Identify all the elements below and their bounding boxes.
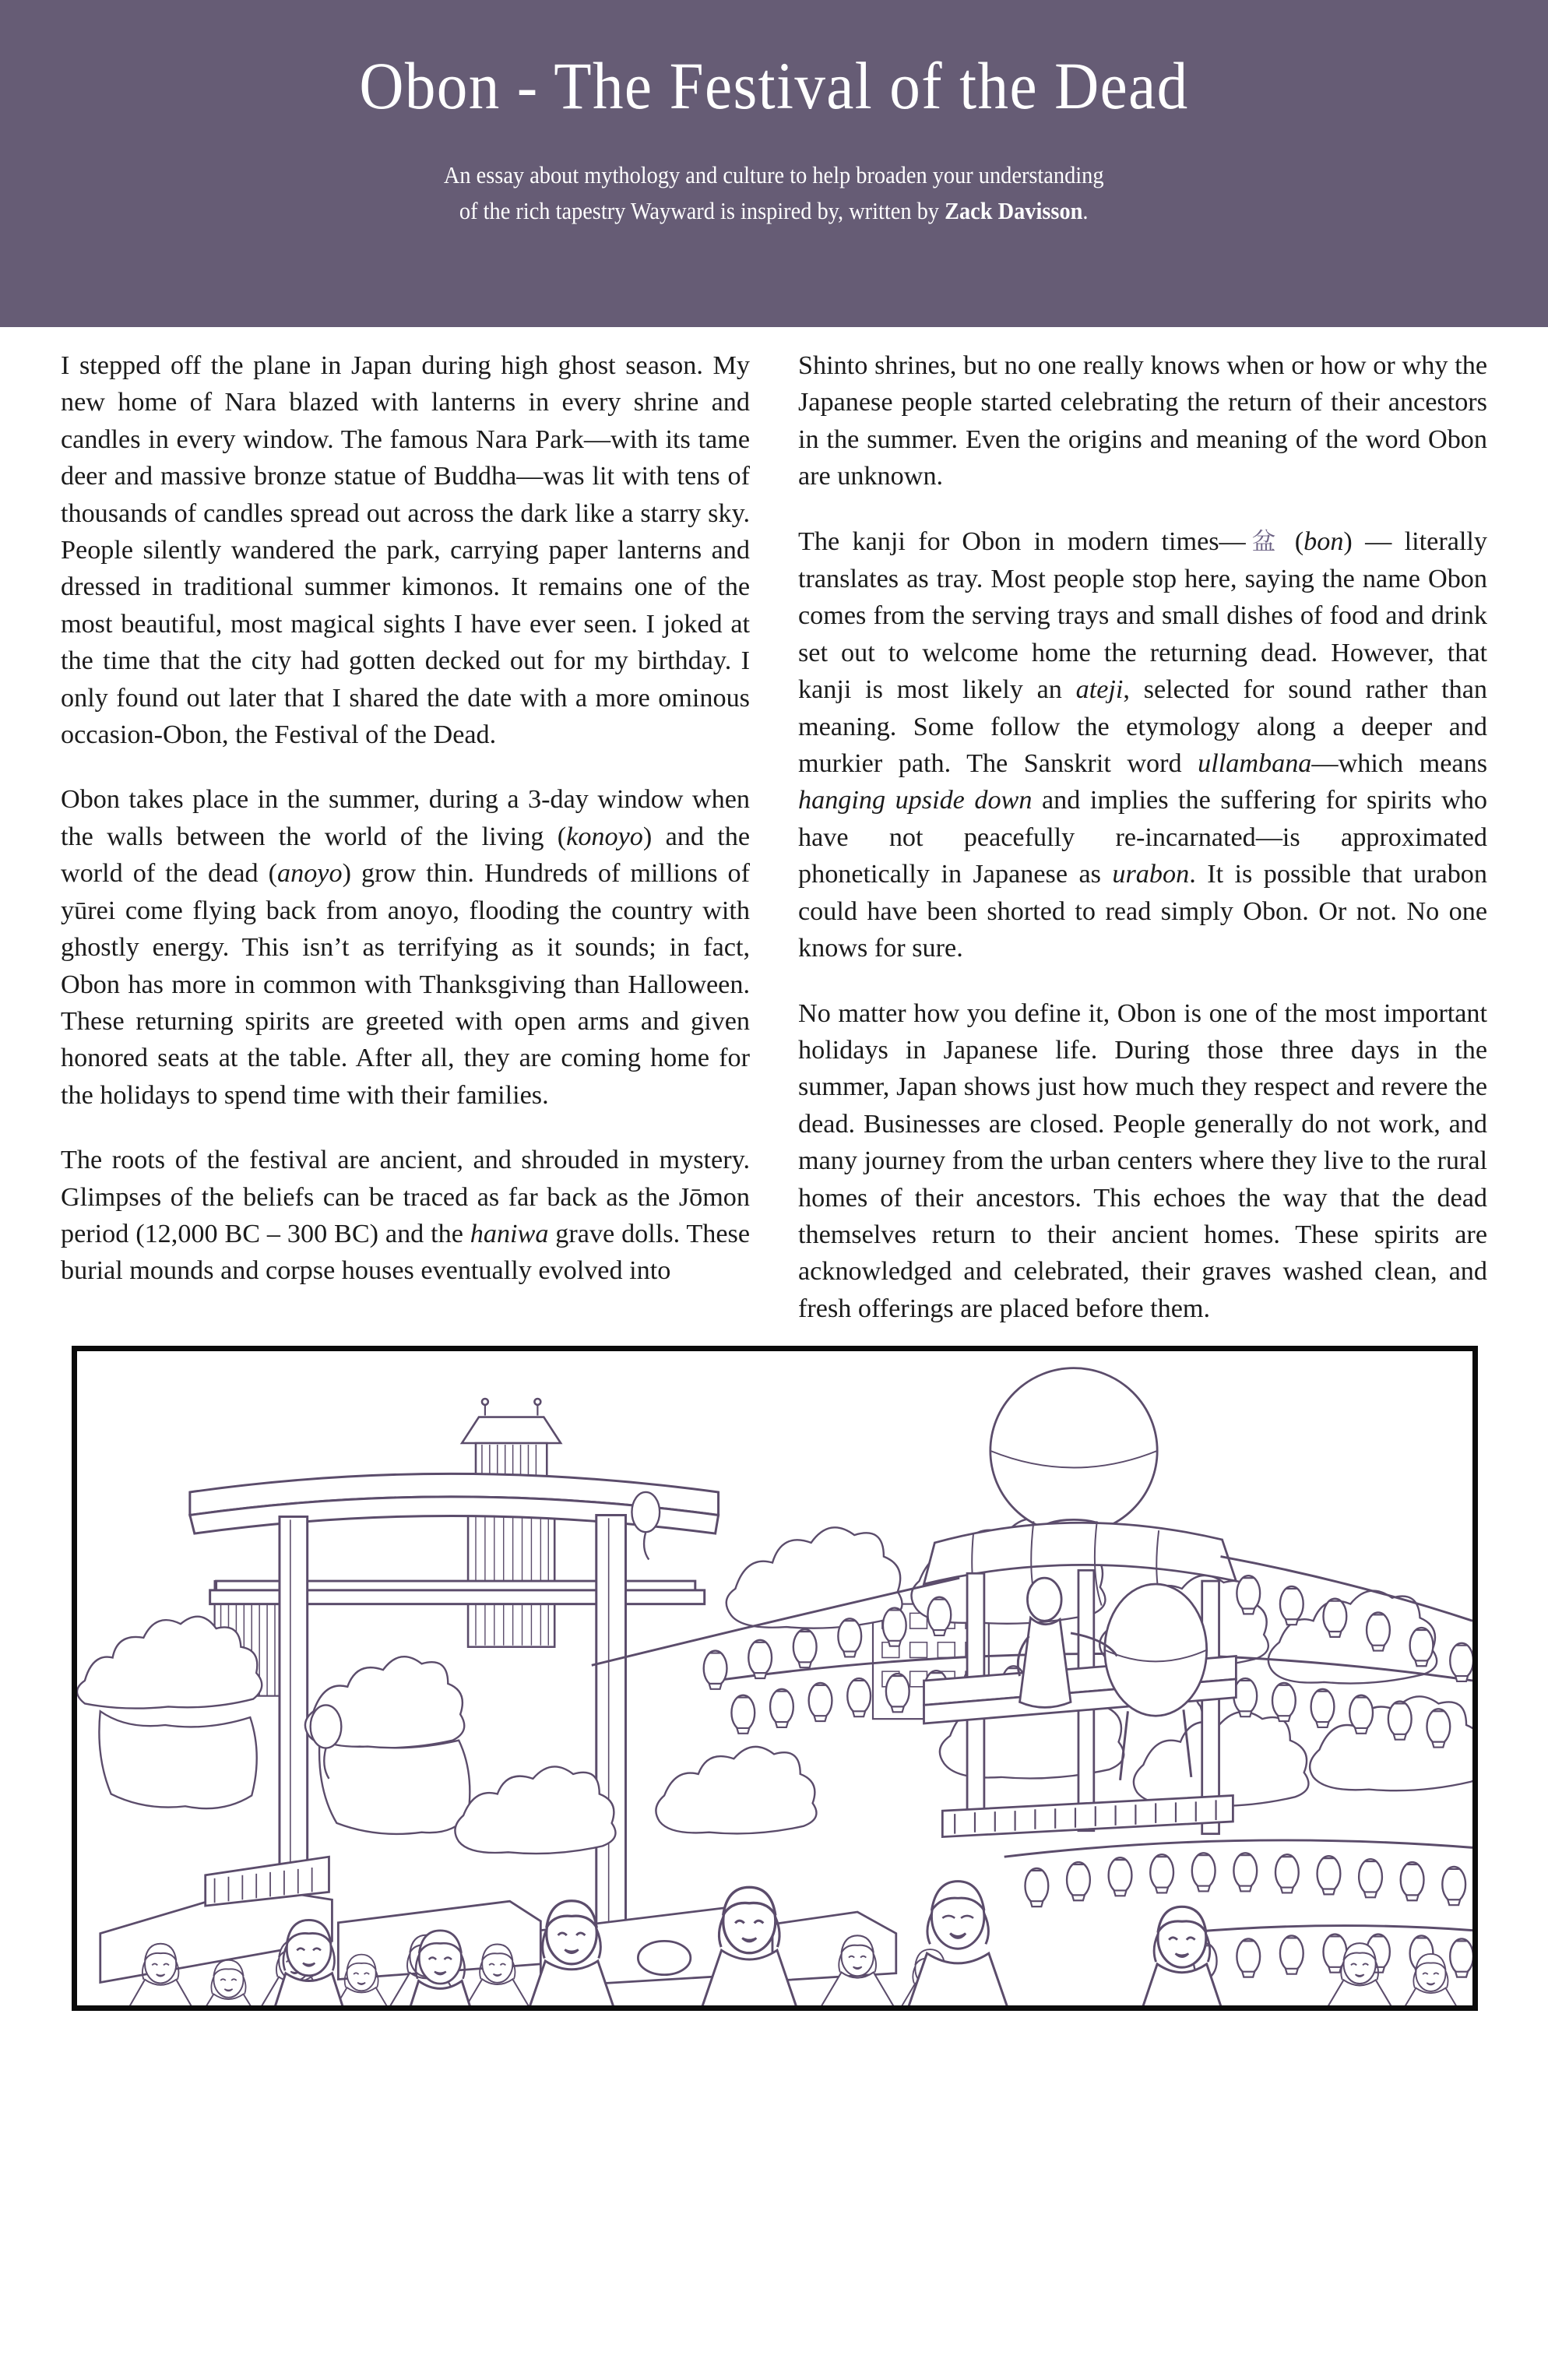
italic-term-konoyo: konoyo — [566, 822, 643, 851]
paragraph-text: . It is possible that urabon could have been shorted to read simply Obon. Or not. No one knows for sure. — [798, 860, 1487, 963]
page-title: Obon - The Festival of the Dead — [359, 48, 1189, 123]
paragraph — [61, 347, 750, 753]
paragraph — [798, 995, 1487, 1328]
page-subtitle — [444, 157, 1104, 229]
paragraph — [61, 781, 750, 1114]
author-name: Zack Davisson — [945, 198, 1083, 224]
paragraph-text: grave dolls. These burial mounds and corpse houses eventually evolved into — [61, 1219, 750, 1286]
paragraph-text: ( — [1282, 526, 1304, 556]
article-column-right — [798, 347, 1487, 1327]
italic-term-bon: bon — [1303, 526, 1344, 556]
paragraph-text: I stepped off the plane in Japan during high ghost season. My new home of Nara blazed with lanterns in every shrine and candles in every window. The famous Nara Park—with its tame deer and massive bronze statue of Buddha—was lit with tens of thousands of candles spread out across the dark like a starry sky. People silently wandered the park, carrying paper lanterns and dressed in traditional summer kimonos. It remains one of the most beautiful, most magical sights I have ever seen. I joked at the time that the city had gotten decked out for my birthday. I only found out later that I shared the date with a more ominous occasion-Obon, the Festival of the Dead. — [61, 351, 750, 750]
two-column-layout — [61, 347, 1487, 1327]
obon-festival-illustration — [72, 1346, 1478, 2011]
paragraph — [798, 347, 1487, 495]
paragraph — [61, 1142, 750, 1290]
paragraph-text: ) grow thin. Hundreds of millions of yūrei come flying back from anoyo, flooding the country with ghostly energy. This isn’t as terrifying as it sounds; in fact, Obon has more in common with Thanksgiving than Halloween. These returning spirits are greeted with open arms and given honored seats at the table. After all, they are coming home for the holidays to spend time with their families. — [61, 859, 750, 1110]
subtitle-line-2 — [444, 193, 1104, 229]
italic-term-urabon: urabon — [1112, 860, 1190, 889]
illustration-svg — [77, 1351, 1472, 2005]
paragraph-text: The roots of the festival are ancient, and shrouded in mystery. Glimpses of the beliefs can be traced as far back as the Jōmon period (12,000 BC – 300 BC) and the — [61, 1146, 750, 1248]
article-column-left — [61, 347, 750, 1290]
article-content — [0, 327, 1548, 2011]
page-header-banner — [0, 0, 1548, 327]
paragraph-text: No matter how you define it, Obon is one of the most important holidays in Japanese life. During those three days in the summer, Japan shows just how much they respect and revere the dead. Businesses are closed. People generally do not work, and many journey from the urban centers where they live to the rural homes of their ancestors. This echoes the way that the dead themselves return to their ancient homes. These spirits are acknowledged and celebrated, their graves washed clean, and fresh offerings are placed before them. — [798, 998, 1487, 1323]
italic-term-ullambana: ullambana — [1198, 749, 1312, 779]
paragraph-text: ) and the world of the dead ( — [61, 822, 750, 889]
paragraph — [798, 523, 1487, 967]
paragraph-text: The kanji for Obon in modern times— — [798, 526, 1246, 556]
paragraph-text: Shinto shrines, but no one really knows when or how or why the Japanese people started celebrating the return of their ancestors in the summer. Even the origins and meaning of the word Obon are unknown. — [798, 351, 1487, 491]
italic-term-ateji: ateji — [1075, 675, 1124, 705]
subtitle-lead-text: of the rich tapestry Wayward is inspired by, written by — [459, 198, 945, 224]
italic-term-haniwa: haniwa — [470, 1219, 549, 1248]
paragraph-text: and implies the suffering for spirits who have not peacefully re-incarnated—is approximated phonetically in Japanese as — [798, 786, 1488, 889]
paragraph-text: , selected for sound rather than meaning. Some follow the etymology along a deeper and murkier path. The Sanskrit word — [798, 675, 1487, 779]
paragraph-text: Obon takes place in the summer, during a 3-day window when the walls between the world of the living ( — [61, 785, 750, 851]
paragraph-text: —which means — [1311, 749, 1487, 779]
paragraph-text: ) — literally translates as tray. Most people stop here, saying the name Obon comes from the serving trays and small dishes of food and drink set out to welcome home the returning dead. However, that kanji is most likely an — [798, 526, 1488, 705]
italic-term-anoyo: anoyo — [277, 859, 343, 889]
subtitle-trailing-text: . — [1082, 198, 1089, 224]
italic-term-hanging-upside-down: hanging upside down — [798, 786, 1033, 815]
kanji-glyph-bon: 盆 — [1245, 527, 1282, 556]
subtitle-line-1: An essay about mythology and culture to help broaden your understanding — [444, 162, 1104, 188]
